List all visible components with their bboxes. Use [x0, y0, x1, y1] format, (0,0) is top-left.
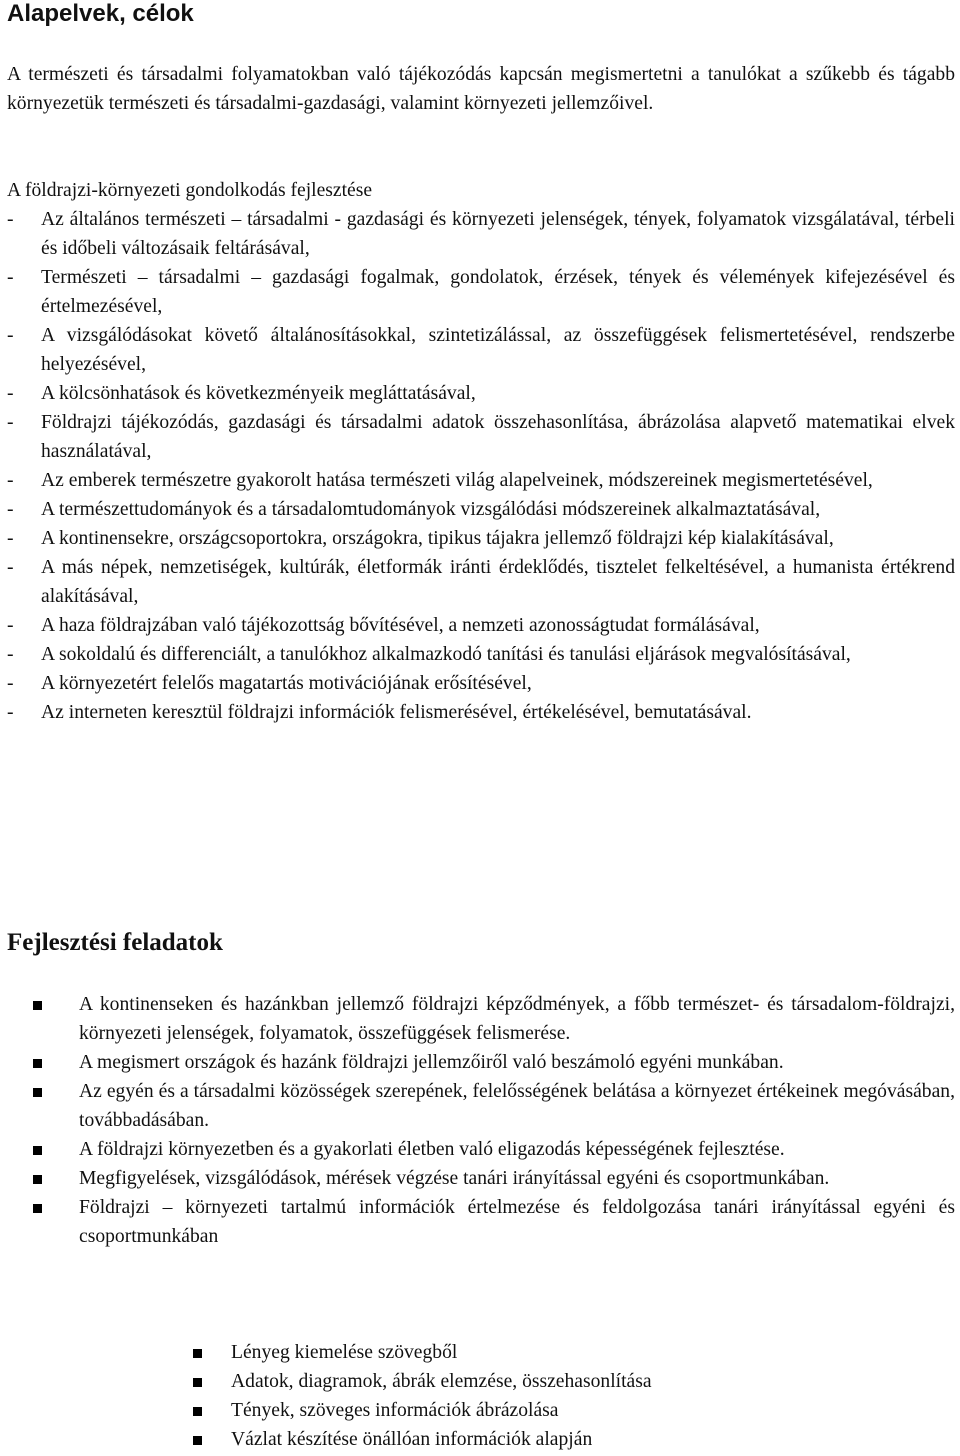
intro-paragraph	[7, 60, 955, 118]
task-item-text: A kontinenseken és hazánkban jellemző földrajzi képződmények, a főbb természet- és társadalom-földrajzi, környezeti jelenségek, folyamatok, összefüggések felismerése.	[79, 994, 955, 1044]
bullet-cell	[193, 1425, 231, 1454]
section-title-principles: Alapelvek, célok	[7, 0, 194, 27]
dash-marker: -	[7, 644, 14, 665]
task-list-item	[7, 1048, 955, 1077]
square-bullet-icon	[193, 1407, 202, 1416]
bullet-cell	[7, 1193, 79, 1222]
task-list-item	[7, 1164, 955, 1193]
bullet-cell	[193, 1367, 231, 1396]
intro-text: A természeti és társadalmi folyamatokban való tájékozódás kapcsán megismertetni a tanulókat a szűkebb és tágabb környezetük természeti és társadalmi-gazdasági, valamint környezeti jellemzőivel.	[7, 64, 955, 114]
task-list-item	[7, 1135, 955, 1164]
dash-marker: -	[7, 267, 14, 288]
subtask-list-item	[193, 1425, 893, 1454]
development-list-item	[7, 640, 955, 669]
development-item-text: A kontinensekre, országcsoportokra, országokra, tipikus tájakra jellemző földrajzi kép kialakításával,	[41, 528, 834, 549]
bullet-cell	[7, 1135, 79, 1164]
subtask-item-text: Adatok, diagramok, ábrák elemzése, összehasonlítása	[231, 1371, 652, 1392]
square-bullet-icon	[193, 1378, 202, 1387]
section-title-tasks: Fejlesztési feladatok	[7, 929, 223, 956]
subtask-item-text: Tények, szöveges információk ábrázolása	[231, 1400, 559, 1421]
development-item-text: A környezetért felelős magatartás motivációjának erősítésével,	[41, 673, 532, 694]
subtask-item-text: Vázlat készítése önállóan információk alapján	[231, 1429, 593, 1450]
task-item-text: Földrajzi – környezeti tartalmú információk értelmezése és feldolgozása tanári irányítással egyéni és csoportmunkában	[79, 1197, 955, 1247]
dash-marker: -	[7, 470, 14, 491]
development-list-item	[7, 524, 955, 553]
task-list-item	[7, 990, 955, 1048]
subtask-list-item	[193, 1396, 893, 1425]
development-list-item	[7, 611, 955, 640]
task-list-item	[7, 1077, 955, 1135]
dash-marker: -	[7, 673, 14, 694]
development-list-item	[7, 698, 955, 727]
task-item-text: Megfigyelések, vizsgálódások, mérések végzése tanári irányítással egyéni és csoportmunkában.	[79, 1168, 830, 1189]
square-bullet-icon	[33, 1088, 42, 1097]
development-item-text: A sokoldalú és differenciált, a tanulókhoz alkalmazkodó tanítási és tanulási eljárások megvalósításával,	[41, 644, 851, 665]
development-heading: A földrajzi-környezeti gondolkodás fejlesztése	[7, 180, 373, 201]
dash-marker: -	[7, 209, 14, 230]
development-list	[7, 205, 955, 727]
development-list-item	[7, 321, 955, 379]
task-list	[7, 990, 955, 1251]
development-item-text: Az emberek természetre gyakorolt hatása természeti világ alapelveinek, módszereinek megismertetésével,	[41, 470, 873, 491]
dash-marker: -	[7, 383, 14, 404]
dash-marker: -	[7, 528, 14, 549]
development-list-item	[7, 263, 955, 321]
bullet-cell	[7, 1048, 79, 1077]
development-item-text: Természeti – társadalmi – gazdasági fogalmak, gondolatok, érzések, tények és vélemények kifejezésével és értelmezésével,	[41, 267, 955, 317]
development-item-text: A haza földrajzában való tájékozottság bővítésével, a nemzeti azonosságtudat formálásával,	[41, 615, 760, 636]
bullet-cell	[7, 990, 79, 1019]
dash-marker: -	[7, 557, 14, 578]
bullet-cell	[193, 1338, 231, 1367]
development-list-item	[7, 379, 955, 408]
development-item-text: Az interneten keresztül földrajzi információk felismerésével, értékelésével, bemutatásával.	[41, 702, 752, 723]
development-item-text: A más népek, nemzetiségek, kultúrák, életformák iránti érdeklődés, tisztelet felkeltésével, a humanista értékrend alakításával,	[41, 557, 955, 607]
square-bullet-icon	[33, 1059, 42, 1068]
subtask-list	[193, 1338, 893, 1454]
development-list-item	[7, 408, 955, 466]
task-item-text: Az egyén és a társadalmi közösségek szerepének, felelősségének belátása a környezet értékeinek megóvásában, továbbadásában.	[79, 1081, 955, 1131]
development-block	[7, 176, 955, 727]
task-item-text: A földrajzi környezetben és a gyakorlati életben való eligazodás képességének fejlesztése.	[79, 1139, 785, 1160]
square-bullet-icon	[193, 1349, 202, 1358]
bullet-cell	[7, 1164, 79, 1193]
development-list-item	[7, 669, 955, 698]
task-item-text: A megismert országok és hazánk földrajzi jellemzőiről való beszámoló egyéni munkában.	[79, 1052, 784, 1073]
subtask-item-text: Lényeg kiemelése szövegből	[231, 1342, 458, 1363]
development-list-item	[7, 495, 955, 524]
development-list-item	[7, 553, 955, 611]
dash-marker: -	[7, 325, 14, 346]
development-list-item	[7, 466, 955, 495]
development-list-item	[7, 205, 955, 263]
development-item-text: Földrajzi tájékozódás, gazdasági és társadalmi adatok összehasonlítása, ábrázolása alapvető matematikai elvek használatával,	[41, 412, 955, 462]
square-bullet-icon	[193, 1436, 202, 1445]
subtask-list-item	[193, 1367, 893, 1396]
bullet-cell	[193, 1396, 231, 1425]
dash-marker: -	[7, 412, 14, 433]
bullet-cell	[7, 1077, 79, 1106]
square-bullet-icon	[33, 1175, 42, 1184]
square-bullet-icon	[33, 1204, 42, 1213]
task-list-item	[7, 1193, 955, 1251]
square-bullet-icon	[33, 1146, 42, 1155]
development-item-text: A kölcsönhatások és következményeik megláttatásával,	[41, 383, 476, 404]
development-item-text: Az általános természeti – társadalmi - gazdasági és környezeti jelenségek, tények, folyamatok vizsgálatával, térbeli és időbeli változásaik feltárásával,	[41, 209, 955, 259]
subtask-list-item	[193, 1338, 893, 1367]
dash-marker: -	[7, 615, 14, 636]
square-bullet-icon	[33, 1001, 42, 1010]
development-item-text: A vizsgálódásokat követő általánosításokkal, szintetizálással, az összefüggések felismertetésével, rendszerbe helyezésével,	[41, 325, 955, 375]
dash-marker: -	[7, 499, 14, 520]
development-item-text: A természettudományok és a társadalomtudományok vizsgálódási módszereinek alkalmaztatásával,	[41, 499, 821, 520]
dash-marker: -	[7, 702, 14, 723]
